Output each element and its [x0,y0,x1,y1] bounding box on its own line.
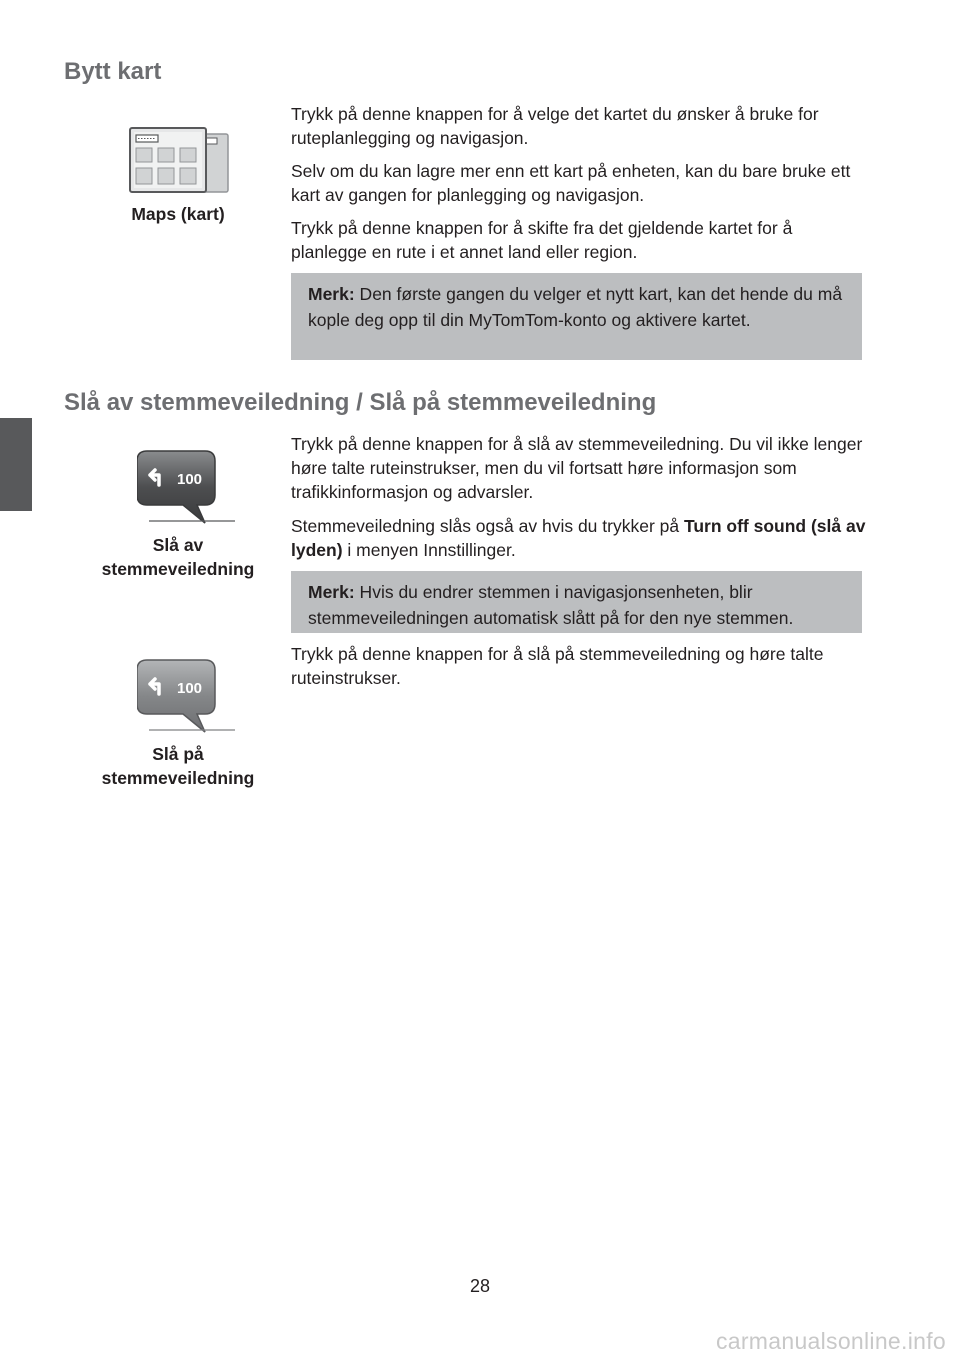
paragraph-text: Stemmeveiledning slås også av hvis du trykker på [291,516,684,536]
note-box [291,571,862,633]
note-box [291,273,862,360]
paragraph: Trykk på denne knappen for å slå på stemmeveiledning og høre talte ruteinstrukser. [291,644,824,688]
voice-off-icon [137,449,237,529]
note-label: Merk: [308,284,355,304]
section-title-stemmeveiledning: Slå av stemmeveiledning / Slå på stemmeveiledning [64,389,657,416]
note-text: Den første gangen du velger et nytt kart, kan det hende du må kople deg opp til din MyTomTom-konto og aktivere kartet. [308,284,843,330]
menu-reference: Turn off sound (slå av lyden) [291,516,866,560]
paragraph: Trykk på denne knappen for å slå av stemmeveiledning. Du vil ikke lenger høre talte ruteinstrukser, men du vil fortsatt høre informasjon som trafikkinformasjon og advarsler. [291,434,863,502]
voice-on-icon [137,658,237,738]
paragraph: Trykk på denne knappen for å skifte fra det gjeldende kartet for å planlegge en rute i et annet land eller region. [291,218,793,262]
note-text: Hvis du endrer stemmen i navigasjonsenheten, blir stemmeveiledningen automatisk slått på for den nye stemmen. [308,582,794,628]
voice-on-caption [80,742,276,790]
maps-caption: Maps (kart) [131,204,225,224]
watermark: carmanualsonline.info [715,1328,946,1354]
voice-on-caption-line1: Slå på [152,744,204,764]
voice-off-caption [80,533,276,581]
chapter-tab [0,418,32,511]
voice-on-caption-line2: stemmeveiledning [101,768,255,788]
maps-icon [128,126,230,196]
note-label: Merk: [308,582,355,602]
page-number: 28 [469,1276,491,1296]
section-title-bytt-kart: Bytt kart [64,58,162,85]
paragraph: Trykk på denne knappen for å velge det kartet du ønsker å bruke for ruteplanlegging og navigasjon. [291,104,819,148]
voice-off-caption-line2: stemmeveiledning [101,559,255,579]
voice-on-badge: 100 [177,680,203,697]
voice-off-badge: 100 [177,471,203,488]
voice-off-caption-line1: Slå av [152,535,204,555]
paragraph [291,514,866,562]
paragraph-text: i menyen Innstillinger. [342,540,516,560]
paragraph: Selv om du kan lagre mer enn ett kart på enheten, kan du bare bruke ett kart av gangen for planlegging og navigasjon. [291,161,851,205]
